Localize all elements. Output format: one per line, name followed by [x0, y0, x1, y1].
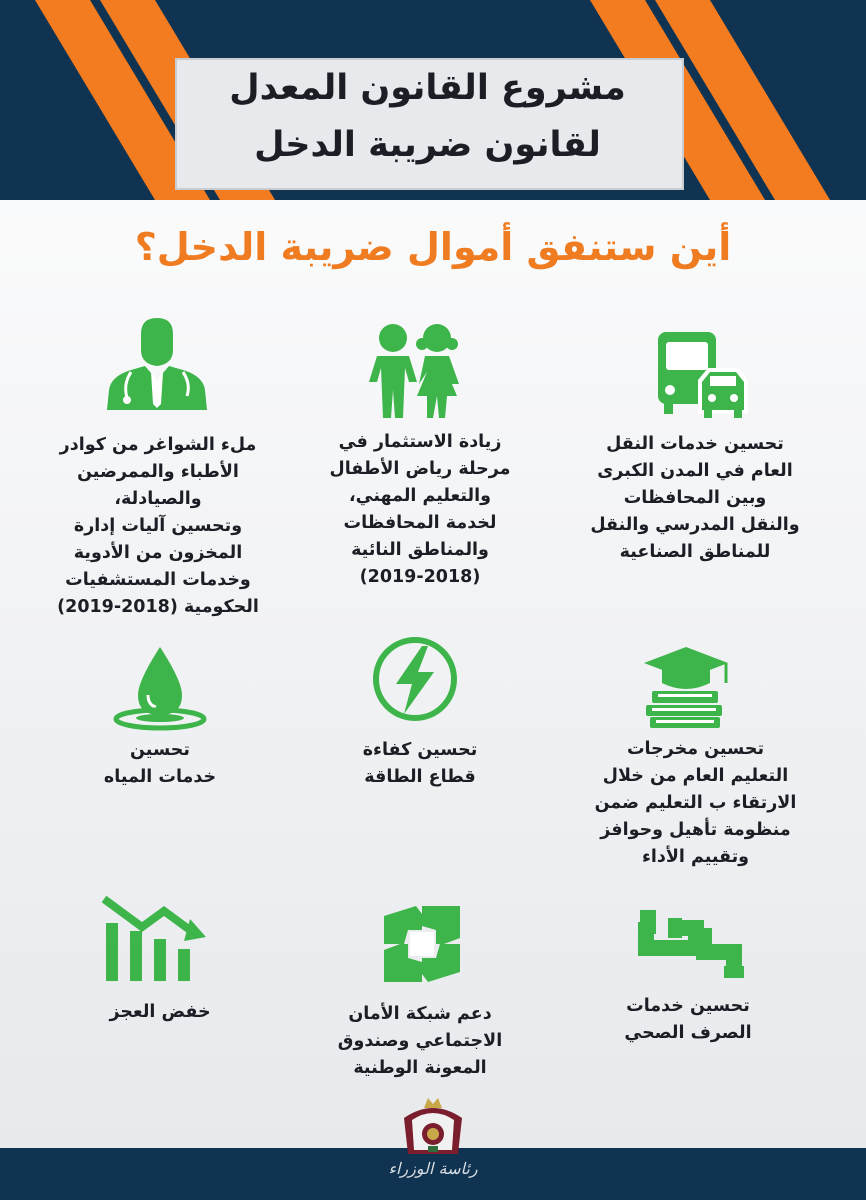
- item-kindergarten-text: زيادة الاستثمار في مرحلة رياض الأطفال والتعليم المهني، لخدمة المحافظات والمناطق النائية (2019-2018): [329, 432, 511, 587]
- water-drop-icon: [112, 643, 208, 733]
- government-signature: رئاسة الوزراء: [388, 1159, 478, 1178]
- item-health-text: ملء الشواغر من كوادر الأطباء والممرضين والصيادلة، وتحسين آليات إدارة المخزون من الأدوية وخدمات المستشفيات الحكومية (2018-2019): [57, 435, 259, 617]
- item-education-text: تحسين مخرجات التعليم العام من خلال الارتقاء ب التعليم ضمن منظومة تأهيل وحوافز وتقييم الأداء: [594, 739, 797, 867]
- section-heading: أين ستنفق أموال ضريبة الدخل؟: [134, 225, 732, 269]
- item-water-text: تحسين خدمات المياه: [103, 740, 217, 787]
- item-transport-text: تحسين خدمات النقل العام في المدن الكبرى وبين المحافظات والنقل المدرسي والنقل للمناطق الصناعية: [590, 434, 800, 562]
- lightning-icon: [372, 636, 458, 722]
- hands-circle-icon: [378, 900, 466, 988]
- emblem-icon: [398, 1094, 468, 1156]
- item-social-safety-text: دعم شبكة الأمان الاجتماعي وصندوق المعونة الوطنية: [337, 1004, 503, 1078]
- declining-chart-icon: [102, 893, 210, 983]
- item-sanitation-text: تحسين خدمات الصرف الصحي: [624, 996, 752, 1043]
- item-energy-text: تحسين كفاءة قطاع الطاقة: [362, 740, 478, 787]
- page-title-line-1: مشروع القانون المعدل: [229, 68, 626, 108]
- children-icon: [357, 320, 472, 420]
- graduation-books-icon: [640, 645, 735, 729]
- pipe-icon: [638, 908, 748, 980]
- bus-car-icon: [650, 328, 750, 424]
- doctor-icon: [105, 314, 209, 410]
- page-title-line-2: لقانون ضريبة الدخل: [254, 125, 601, 165]
- item-deficit-text: خفض العجز: [109, 1002, 211, 1022]
